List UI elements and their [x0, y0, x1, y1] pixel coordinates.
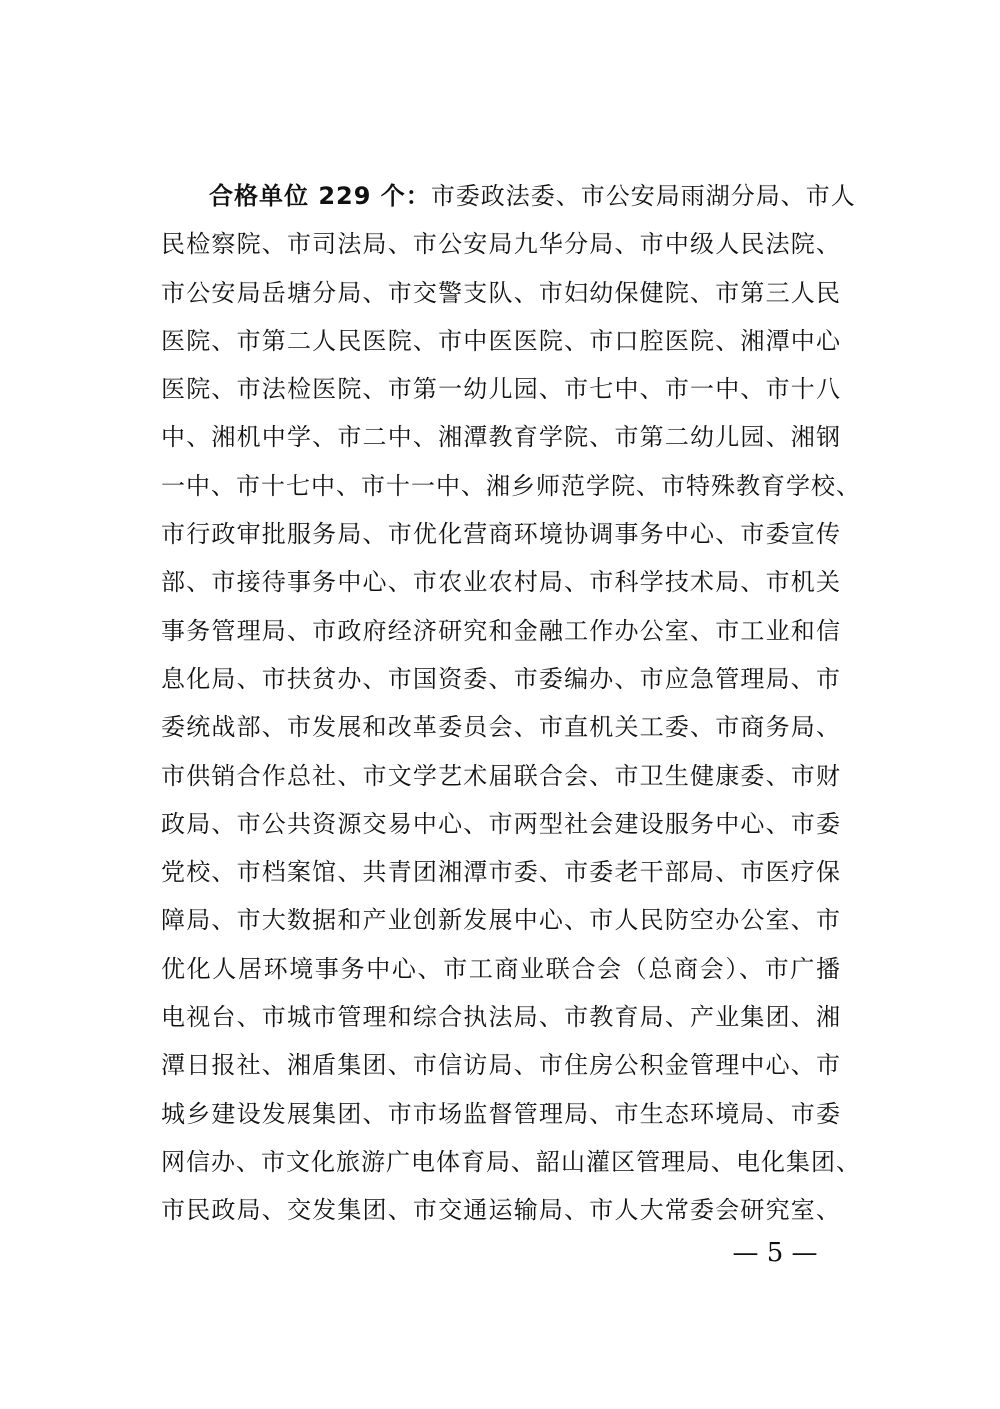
text-line: 潭日报社、湘盾集团、市信访局、市住房公积金管理中心、市	[161, 1051, 841, 1080]
text-line: 网信办、市文化旅游广电体育局、韶山灌区管理局、电化集团、	[161, 1147, 861, 1176]
text-line: 市公安局岳塘分局、市交警支队、市妇幼保健院、市第三人民	[161, 278, 841, 307]
text-line: 优化人居环境事务中心、市工商业联合会（总商会）、市广播	[161, 954, 841, 983]
text-line: 市供销合作总社、市文学艺术届联合会、市卫生健康委、市财	[161, 761, 841, 790]
text-line: 委统战部、市发展和改革委员会、市直机关工委、市商务局、	[161, 713, 841, 742]
text-line: 政局、市公共资源交易中心、市两型社会建设服务中心、市委	[161, 809, 841, 838]
text-line: 事务管理局、市政府经济研究和金融工作办公室、市工业和信	[161, 616, 841, 645]
text-line: 合格单位 229 个：市委政法委、市公安局雨湖分局、市人	[209, 182, 856, 210]
text-line: 城乡建设发展集团、市市场监督管理局、市生态环境局、市委	[161, 1099, 841, 1128]
text-line: 市民政局、交发集团、市交通运输局、市人大常委会研究室、	[161, 1196, 841, 1225]
text-line: 民检察院、市司法局、市公安局九华分局、市中级人民法院、	[161, 230, 841, 259]
page-number: — 5 —	[732, 1238, 818, 1268]
text-line: 息化局、市扶贫办、市国资委、市委编办、市应急管理局、市	[161, 664, 841, 693]
text-line: 一中、市十七中、市十一中、湘乡师范学院、市特殊教育学校、	[161, 471, 861, 500]
text-line: 部、市接待事务中心、市农业农村局、市科学技术局、市机关	[161, 568, 841, 597]
text-line: 中、湘机中学、市二中、湘潭教育学院、市第二幼儿园、湘钢	[161, 423, 841, 452]
text-line: 党校、市档案馆、共青团湘潭市委、市委老干部局、市医疗保	[161, 858, 841, 887]
text-line: 市行政审批服务局、市优化营商环境协调事务中心、市委宣传	[161, 520, 841, 549]
body-text	[161, 172, 861, 1235]
text-line: 医院、市第二人民医院、市中医医院、市口腔医院、湘潭中心	[161, 326, 841, 355]
text-line: 医院、市法检医院、市第一幼儿园、市七中、市一中、市十八	[161, 375, 841, 404]
text-line: 电视台、市城市管理和综合执法局、市教育局、产业集团、湘	[161, 1003, 841, 1032]
qualified-units-label: 合格单位 229 个：	[209, 182, 431, 210]
text-line: 障局、市大数据和产业创新发展中心、市人民防空办公室、市	[161, 906, 841, 935]
